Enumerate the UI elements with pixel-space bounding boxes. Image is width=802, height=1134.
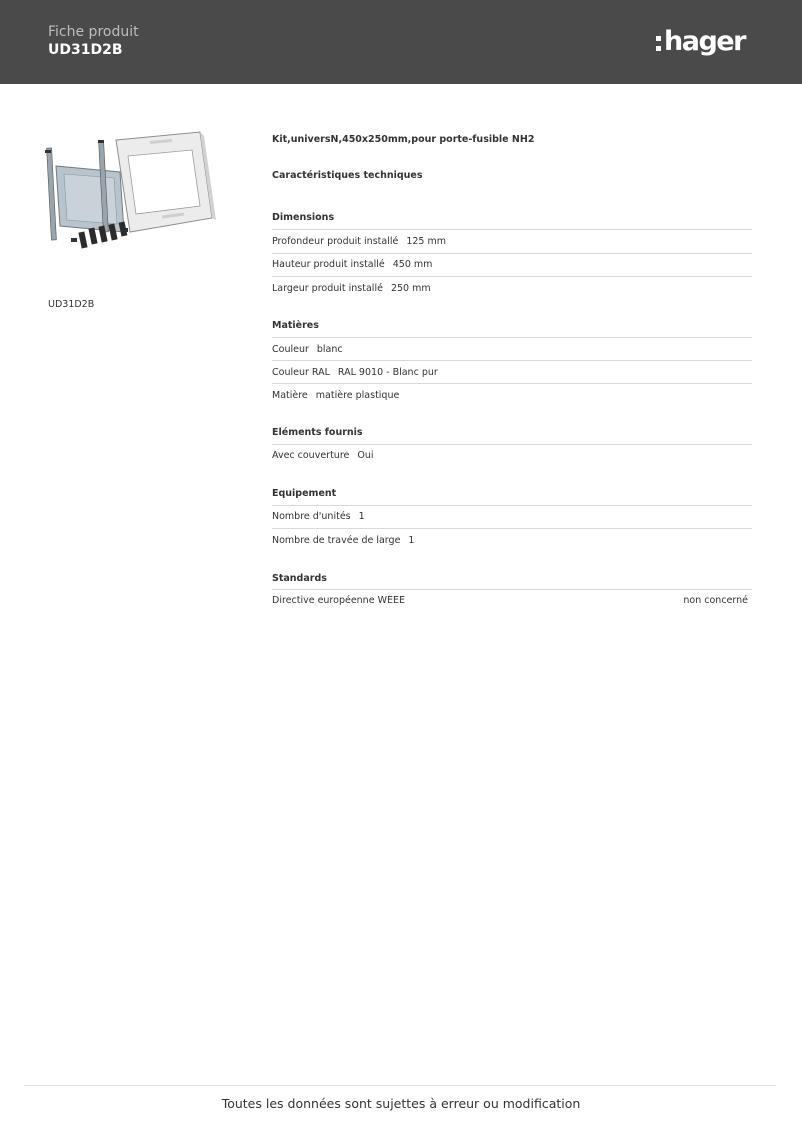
- spec-row: [272, 367, 748, 378]
- section-title-materials: Matières: [272, 320, 319, 331]
- divider: [272, 444, 752, 445]
- product-image: [44, 128, 216, 258]
- image-caption: UD31D2B: [48, 299, 95, 310]
- spec-label: Couleur RAL: [272, 367, 330, 378]
- spec-label: Matière: [272, 390, 308, 401]
- technical-characteristics-title: Caractéristiques techniques: [272, 170, 423, 181]
- footer-divider: [24, 1085, 776, 1086]
- hager-logo: [656, 24, 745, 58]
- spec-label: Hauteur produit installé: [272, 259, 385, 270]
- spec-label: Nombre d'unités: [272, 511, 351, 522]
- divider: [272, 589, 752, 590]
- spec-label: Nombre de travée de large: [272, 535, 401, 546]
- footer-disclaimer: Toutes les données sont sujettes à erreur ou modification: [221, 1096, 581, 1111]
- spec-row: [272, 236, 748, 247]
- spec-value: non concerné: [683, 595, 748, 606]
- divider: [272, 229, 752, 230]
- spec-label: Couleur: [272, 344, 309, 355]
- spec-row: [272, 450, 748, 461]
- divider: [272, 505, 752, 506]
- spec-row: [272, 283, 748, 294]
- page-header: [0, 0, 802, 84]
- spec-row: [272, 259, 748, 270]
- spec-value: matière plastique: [315, 390, 400, 401]
- spec-label: Largeur produit installé: [272, 283, 383, 294]
- product-title: Kit,universN,450x250mm,pour porte-fusible NH2: [272, 134, 535, 145]
- spec-label: Avec couverture: [272, 450, 350, 461]
- document-type: Fiche produit: [48, 24, 139, 40]
- spec-value: 250 mm: [390, 283, 431, 294]
- section-title-dimensions: Dimensions: [272, 212, 335, 223]
- spec-row: [272, 344, 748, 355]
- divider: [272, 360, 752, 361]
- spec-value: Oui: [357, 450, 374, 461]
- logo-text: hager: [664, 25, 745, 57]
- logo-dots-icon: [656, 36, 661, 51]
- spec-value: 1: [408, 535, 415, 546]
- spec-value: 450 mm: [392, 259, 433, 270]
- spec-row: [272, 511, 748, 522]
- spec-row: [272, 595, 748, 606]
- spec-row: [272, 535, 748, 546]
- divider: [272, 383, 752, 384]
- section-title-supplied-items: Eléments fournis: [272, 427, 363, 438]
- product-code: UD31D2B: [48, 42, 123, 58]
- spec-label: Profondeur produit installé: [272, 236, 399, 247]
- divider: [272, 528, 752, 529]
- spec-row: [272, 390, 748, 401]
- spec-label: Directive européenne WEEE: [272, 595, 405, 606]
- spec-value: 1: [358, 511, 365, 522]
- section-title-standards: Standards: [272, 573, 327, 584]
- divider: [272, 276, 752, 277]
- divider: [272, 253, 752, 254]
- spec-value: RAL 9010 - Blanc pur: [337, 367, 438, 378]
- spec-value: 125 mm: [406, 236, 446, 247]
- divider: [272, 337, 752, 338]
- section-title-equipment: Equipement: [272, 488, 337, 499]
- spec-value: blanc: [316, 344, 343, 355]
